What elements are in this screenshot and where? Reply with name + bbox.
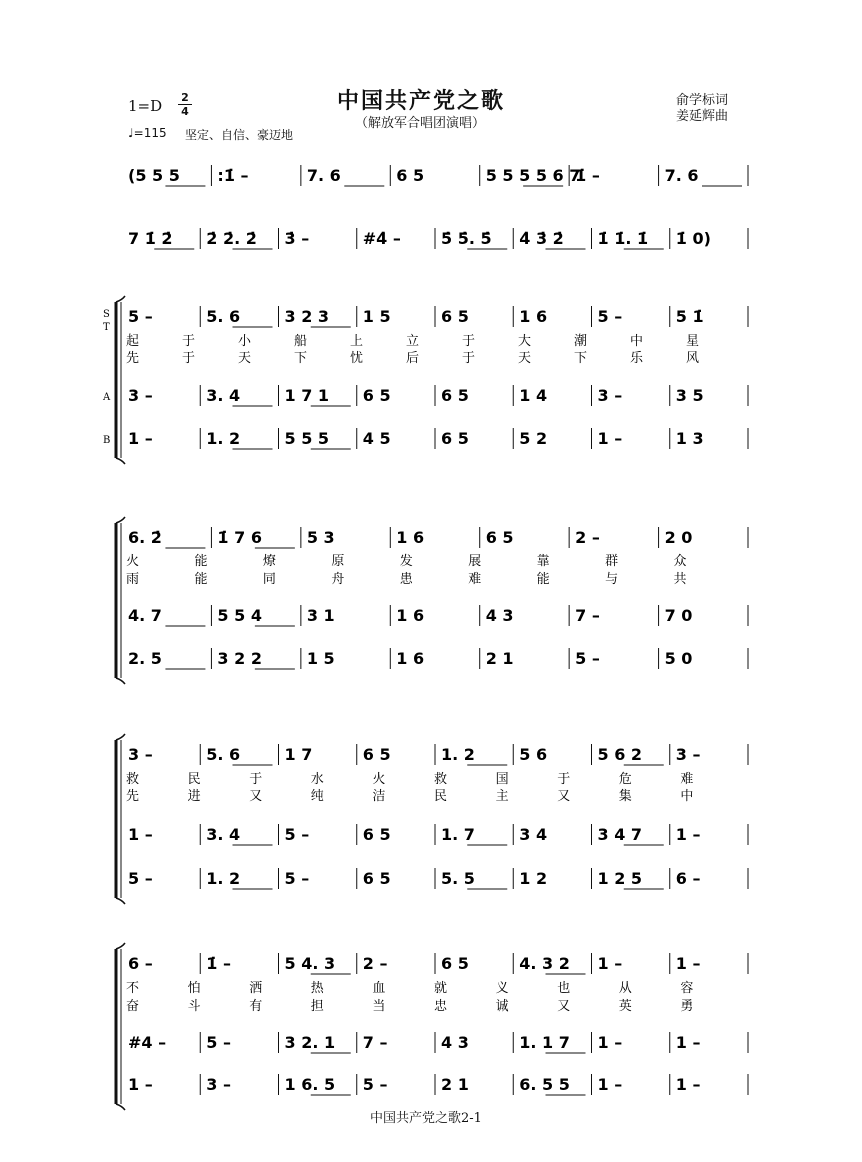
lyric-syllable: 燎 — [262, 554, 276, 569]
measure-notes: 1 4 — [519, 386, 548, 405]
measure-notes: 3 2 2 — [217, 649, 262, 668]
measure-notes: 1 – — [597, 1075, 623, 1094]
measure-notes: 1 5 — [362, 307, 391, 326]
measure-notes: 6 5 — [362, 745, 391, 764]
measure-notes: 1 6 — [519, 307, 548, 326]
lyric-syllable: 展 — [468, 554, 482, 569]
measure-notes: 5 5 4 — [217, 606, 262, 625]
measure-notes: 7. 6 — [306, 166, 341, 185]
measure-notes: 4. 3 2 — [519, 954, 570, 973]
lyric-syllable: 船 — [294, 334, 308, 349]
measure-notes: 6 5 — [362, 825, 391, 844]
song-title: 中国共产党之歌 — [337, 88, 506, 114]
lyric-syllable: 洁 — [372, 789, 386, 804]
lyric-syllable: 于 — [182, 334, 196, 349]
measure-notes: 1 6 — [396, 649, 425, 668]
lyric-syllable: 难 — [680, 772, 694, 787]
measure-notes: 5 – — [284, 869, 310, 888]
lyric-syllable: 上 — [350, 334, 364, 349]
lyric-syllable: 众 — [673, 554, 687, 569]
time-signature-bottom: 4 — [181, 105, 189, 118]
measure-notes: 6 5 — [441, 429, 469, 448]
measure-notes: 5 2 — [519, 429, 548, 448]
measure-notes: 7 1̇ 2̇ — [128, 229, 173, 248]
lyric-syllable: 乐 — [630, 351, 644, 366]
lyric-syllable: 国 — [495, 772, 509, 787]
measure-notes: 6 5 — [362, 869, 391, 888]
measure-notes: 3. 4 — [206, 386, 241, 405]
measure-notes: 6. 5 5 — [519, 1075, 570, 1094]
measure-notes: #4̇ – — [362, 229, 401, 248]
lyric-syllable: 天 — [238, 351, 252, 366]
measure-notes: 1 7 1 — [284, 386, 330, 405]
lyric-syllable: 有 — [249, 999, 263, 1014]
measure-notes: 1 – — [128, 1075, 153, 1094]
composer-credit: 姜延辉曲 — [676, 109, 729, 124]
lyric-syllable: 主 — [495, 789, 509, 804]
measure-notes: 1 – — [597, 429, 623, 448]
lyric-syllable: 舟 — [331, 572, 345, 587]
measure-notes: 5 – — [284, 825, 310, 844]
lyric-syllable: 英 — [618, 999, 632, 1014]
lyric-syllable: 于 — [557, 772, 571, 787]
measure-notes: 1 – — [597, 1033, 623, 1052]
lyric-syllable: 靠 — [536, 554, 550, 569]
measure-notes: 2 – — [362, 954, 388, 973]
measure-notes: 5 4. 3 — [284, 954, 336, 973]
lyric-syllable: 怕 — [187, 981, 201, 996]
lyric-syllable: 当 — [372, 999, 386, 1014]
lyric-syllable: 大 — [518, 334, 532, 349]
expression-mark: 坚定、自信、豪迈地 — [185, 128, 294, 142]
measure-notes: 1̇ 7 6 — [217, 528, 262, 547]
lyric-syllable: 集 — [618, 789, 632, 804]
lyric-syllable: 群 — [605, 554, 619, 569]
lyric-syllable: 发 — [399, 554, 413, 569]
lyric-syllable: 患 — [399, 572, 413, 587]
measure-notes: 2 1 — [441, 1075, 469, 1094]
measure-notes: 3 5 — [675, 386, 704, 405]
measure-notes: 1. 2 — [206, 429, 241, 448]
lyric-syllable: 又 — [557, 999, 571, 1014]
measure-notes: 1 7 — [284, 745, 313, 764]
lyric-syllable: 潮 — [574, 334, 588, 349]
measure-notes: 7. 6 — [664, 166, 699, 185]
measure-notes: 6. 2̇ — [128, 528, 162, 547]
lyric-syllable: 与 — [605, 572, 619, 587]
lyric-syllable: 能 — [194, 572, 208, 587]
measure-notes: 3̇ – — [284, 229, 310, 248]
measure-notes: 5 – — [597, 307, 623, 326]
lyric-syllable: 勇 — [680, 999, 694, 1014]
bracket-bottom-hook — [116, 898, 125, 904]
measure-notes: 4 5 — [362, 429, 391, 448]
lyric-syllable: 小 — [238, 334, 252, 349]
lyric-syllable: 又 — [249, 789, 263, 804]
measure-notes: 5 1̇ — [675, 307, 704, 326]
key-signature: 1=D — [128, 97, 163, 115]
measure-notes: 1 3 — [675, 429, 704, 448]
measure-notes: 4 3 — [485, 606, 514, 625]
bracket-top-hook — [116, 517, 125, 523]
measure-notes: 5 0 — [664, 649, 693, 668]
lyric-syllable: 中 — [630, 334, 644, 349]
measure-notes: 5 5 5 — [284, 429, 330, 448]
measure-notes: 3 2. 1 — [284, 1033, 336, 1052]
lyric-syllable: 能 — [536, 572, 550, 587]
voice-label-t: T — [103, 322, 110, 333]
measure-notes: 3 4 7 — [597, 825, 643, 844]
measure-notes: 7 – — [362, 1033, 388, 1052]
lyric-syllable: 雨 — [126, 572, 140, 587]
measure-notes: #4 – — [128, 1033, 167, 1052]
measure-notes: 1 2 5 — [597, 869, 643, 888]
lyric-syllable: 星 — [686, 334, 700, 349]
lyric-syllable: 从 — [618, 981, 632, 996]
measure-notes: 1 – — [675, 954, 701, 973]
bracket-bottom-hook — [116, 1104, 125, 1110]
measure-notes: 3 2 3 — [284, 307, 330, 326]
measure-notes: 6 – — [128, 954, 153, 973]
lyric-syllable: 就 — [434, 981, 448, 996]
measure-notes: 7 0 — [664, 606, 693, 625]
measure-notes: 1. 2 — [441, 745, 475, 764]
measure-notes: 6 5 — [396, 166, 425, 185]
lyric-syllable: 难 — [468, 572, 482, 587]
measure-notes: 4 3 — [441, 1033, 469, 1052]
lyric-syllable: 后 — [406, 351, 420, 366]
lyric-syllable: 又 — [557, 789, 571, 804]
measure-notes: 5 – — [128, 869, 153, 888]
measure-notes: 5 – — [575, 649, 600, 668]
measure-notes: 1̇ 0) — [675, 229, 711, 248]
measure-notes: 1 – — [675, 825, 701, 844]
bracket-top-hook — [116, 296, 125, 302]
lyric-syllable: 民 — [187, 772, 201, 787]
lyric-syllable: 先 — [126, 351, 140, 366]
measure-notes: 5 6 — [519, 745, 548, 764]
lyric-syllable: 火 — [372, 772, 386, 787]
bracket-top-hook — [116, 943, 125, 949]
measure-notes: 1. 2 — [206, 869, 241, 888]
measure-notes: 5 – — [206, 1033, 231, 1052]
measure-notes: 5. 6 — [206, 307, 241, 326]
lyric-syllable: 救 — [126, 772, 140, 787]
lyric-syllable: 同 — [262, 572, 276, 587]
lyric-syllable: 也 — [557, 981, 571, 996]
measure-notes: 4̇ 3̇ 2̇ — [519, 229, 564, 248]
lyric-syllable: 火 — [126, 554, 140, 569]
lyric-syllable: 纯 — [310, 789, 324, 804]
lyric-syllable: 共 — [673, 572, 687, 587]
lyric-syllable: 诚 — [495, 999, 509, 1014]
page-footer: 中国共产党之歌2-1 — [370, 1111, 482, 1126]
lyric-syllable: 立 — [406, 334, 420, 349]
measure-notes: 4. 7 — [128, 606, 162, 625]
lyric-syllable: 斗 — [187, 999, 201, 1014]
time-signature-top: 2 — [181, 91, 189, 104]
measure-notes: 5 5 5 5 6 7 — [485, 166, 581, 185]
voice-label-s: S — [103, 309, 110, 320]
measure-notes: 1 – — [675, 1075, 701, 1094]
lyric-syllable: 于 — [249, 772, 263, 787]
lyric-syllable: 于 — [182, 351, 196, 366]
measure-notes: 2 1 — [485, 649, 514, 668]
measure-notes: :1̇ – — [217, 166, 249, 185]
lyric-syllable: 下 — [294, 351, 308, 366]
lyric-syllable: 进 — [187, 789, 201, 804]
bracket-bottom-hook — [116, 678, 125, 684]
measure-notes: 1 6 — [396, 528, 425, 547]
measure-notes: 3 – — [128, 386, 153, 405]
lyric-syllable: 热 — [310, 981, 324, 996]
measure-notes: 5. 6 — [206, 745, 241, 764]
measure-notes: 6 5 — [441, 386, 469, 405]
lyric-syllable: 民 — [434, 789, 448, 804]
measure-notes: 1 2 — [519, 869, 548, 888]
tempo-mark: ♩=115 — [128, 126, 167, 140]
measure-notes: 2̇ 2̇. 2̇ — [206, 229, 257, 248]
lyric-syllable: 风 — [686, 351, 700, 366]
voice-label-a: A — [103, 392, 111, 403]
measure-notes: 6 – — [675, 869, 701, 888]
voice-label-b: B — [103, 435, 111, 446]
measure-notes: 3 – — [128, 745, 153, 764]
measure-notes: 2 – — [575, 528, 600, 547]
lyric-syllable: 水 — [310, 772, 324, 787]
song-subtitle: （解放军合唱团演唱） — [355, 116, 486, 131]
measure-notes: 5. 5 — [441, 869, 475, 888]
measure-notes: 6 5 — [441, 954, 469, 973]
measure-notes: 1. 7 — [441, 825, 475, 844]
measure-notes: 1̇ 1̇. 1̇ — [597, 229, 649, 248]
measure-notes: (5 5 5 — [128, 166, 180, 185]
lyric-syllable: 洒 — [249, 981, 263, 996]
measure-notes: 5 6 2 — [597, 745, 643, 764]
measure-notes: 5 – — [128, 307, 153, 326]
lyric-syllable: 危 — [618, 772, 632, 787]
lyric-syllable: 不 — [126, 981, 140, 996]
lyric-syllable: 血 — [372, 981, 386, 996]
lyric-syllable: 义 — [495, 981, 509, 996]
measure-notes: 5̇ 5̇. 5̇ — [441, 229, 492, 248]
measure-notes: 3 – — [206, 1075, 231, 1094]
lyric-syllable: 忠 — [434, 999, 448, 1014]
lyric-syllable: 奋 — [126, 999, 140, 1014]
lyric-syllable: 中 — [680, 789, 694, 804]
lyric-syllable: 忧 — [350, 351, 364, 366]
lyric-syllable: 下 — [574, 351, 588, 366]
measure-notes: 1 – — [597, 954, 623, 973]
lyric-syllable: 原 — [331, 554, 345, 569]
measure-notes: 5 3 — [306, 528, 335, 547]
measure-notes: 1 – — [675, 1033, 701, 1052]
measure-notes: 3 4 — [519, 825, 548, 844]
measure-notes: 1̇ – — [206, 954, 231, 973]
measure-notes: 2. 5 — [128, 649, 162, 668]
measure-notes: 3 – — [597, 386, 623, 405]
lyric-syllable: 能 — [194, 554, 208, 569]
measure-notes: 5 – — [362, 1075, 388, 1094]
lyricist-credit: 俞学标词 — [676, 93, 729, 108]
bracket-bottom-hook — [116, 458, 125, 464]
lyric-syllable: 容 — [680, 981, 694, 996]
measure-notes: 7 – — [575, 606, 600, 625]
measure-notes: 6 5 — [441, 307, 469, 326]
measure-notes: 3. 4 — [206, 825, 241, 844]
lyric-syllable: 先 — [126, 789, 140, 804]
measure-notes: 6 5 — [485, 528, 514, 547]
measure-notes: 1 – — [128, 825, 153, 844]
lyric-syllable: 救 — [434, 772, 448, 787]
measure-notes: 1 5 — [306, 649, 335, 668]
measure-notes: 3 – — [675, 745, 701, 764]
measure-notes: 6 5 — [362, 386, 391, 405]
bracket-top-hook — [116, 734, 125, 740]
measure-notes: 3 1 — [306, 606, 335, 625]
lyric-syllable: 于 — [462, 351, 476, 366]
measure-notes: 1 – — [128, 429, 153, 448]
measure-notes: 1. 1 7 — [519, 1033, 570, 1052]
lyric-syllable: 起 — [126, 334, 140, 349]
lyric-syllable: 于 — [462, 334, 476, 349]
measure-notes: 1 6. 5 — [284, 1075, 336, 1094]
lyric-syllable: 担 — [310, 999, 324, 1014]
measure-notes: 1 6 — [396, 606, 425, 625]
lyric-syllable: 天 — [518, 351, 532, 366]
measure-notes: 2 0 — [664, 528, 693, 547]
measure-notes: 1̇ – — [575, 166, 600, 185]
